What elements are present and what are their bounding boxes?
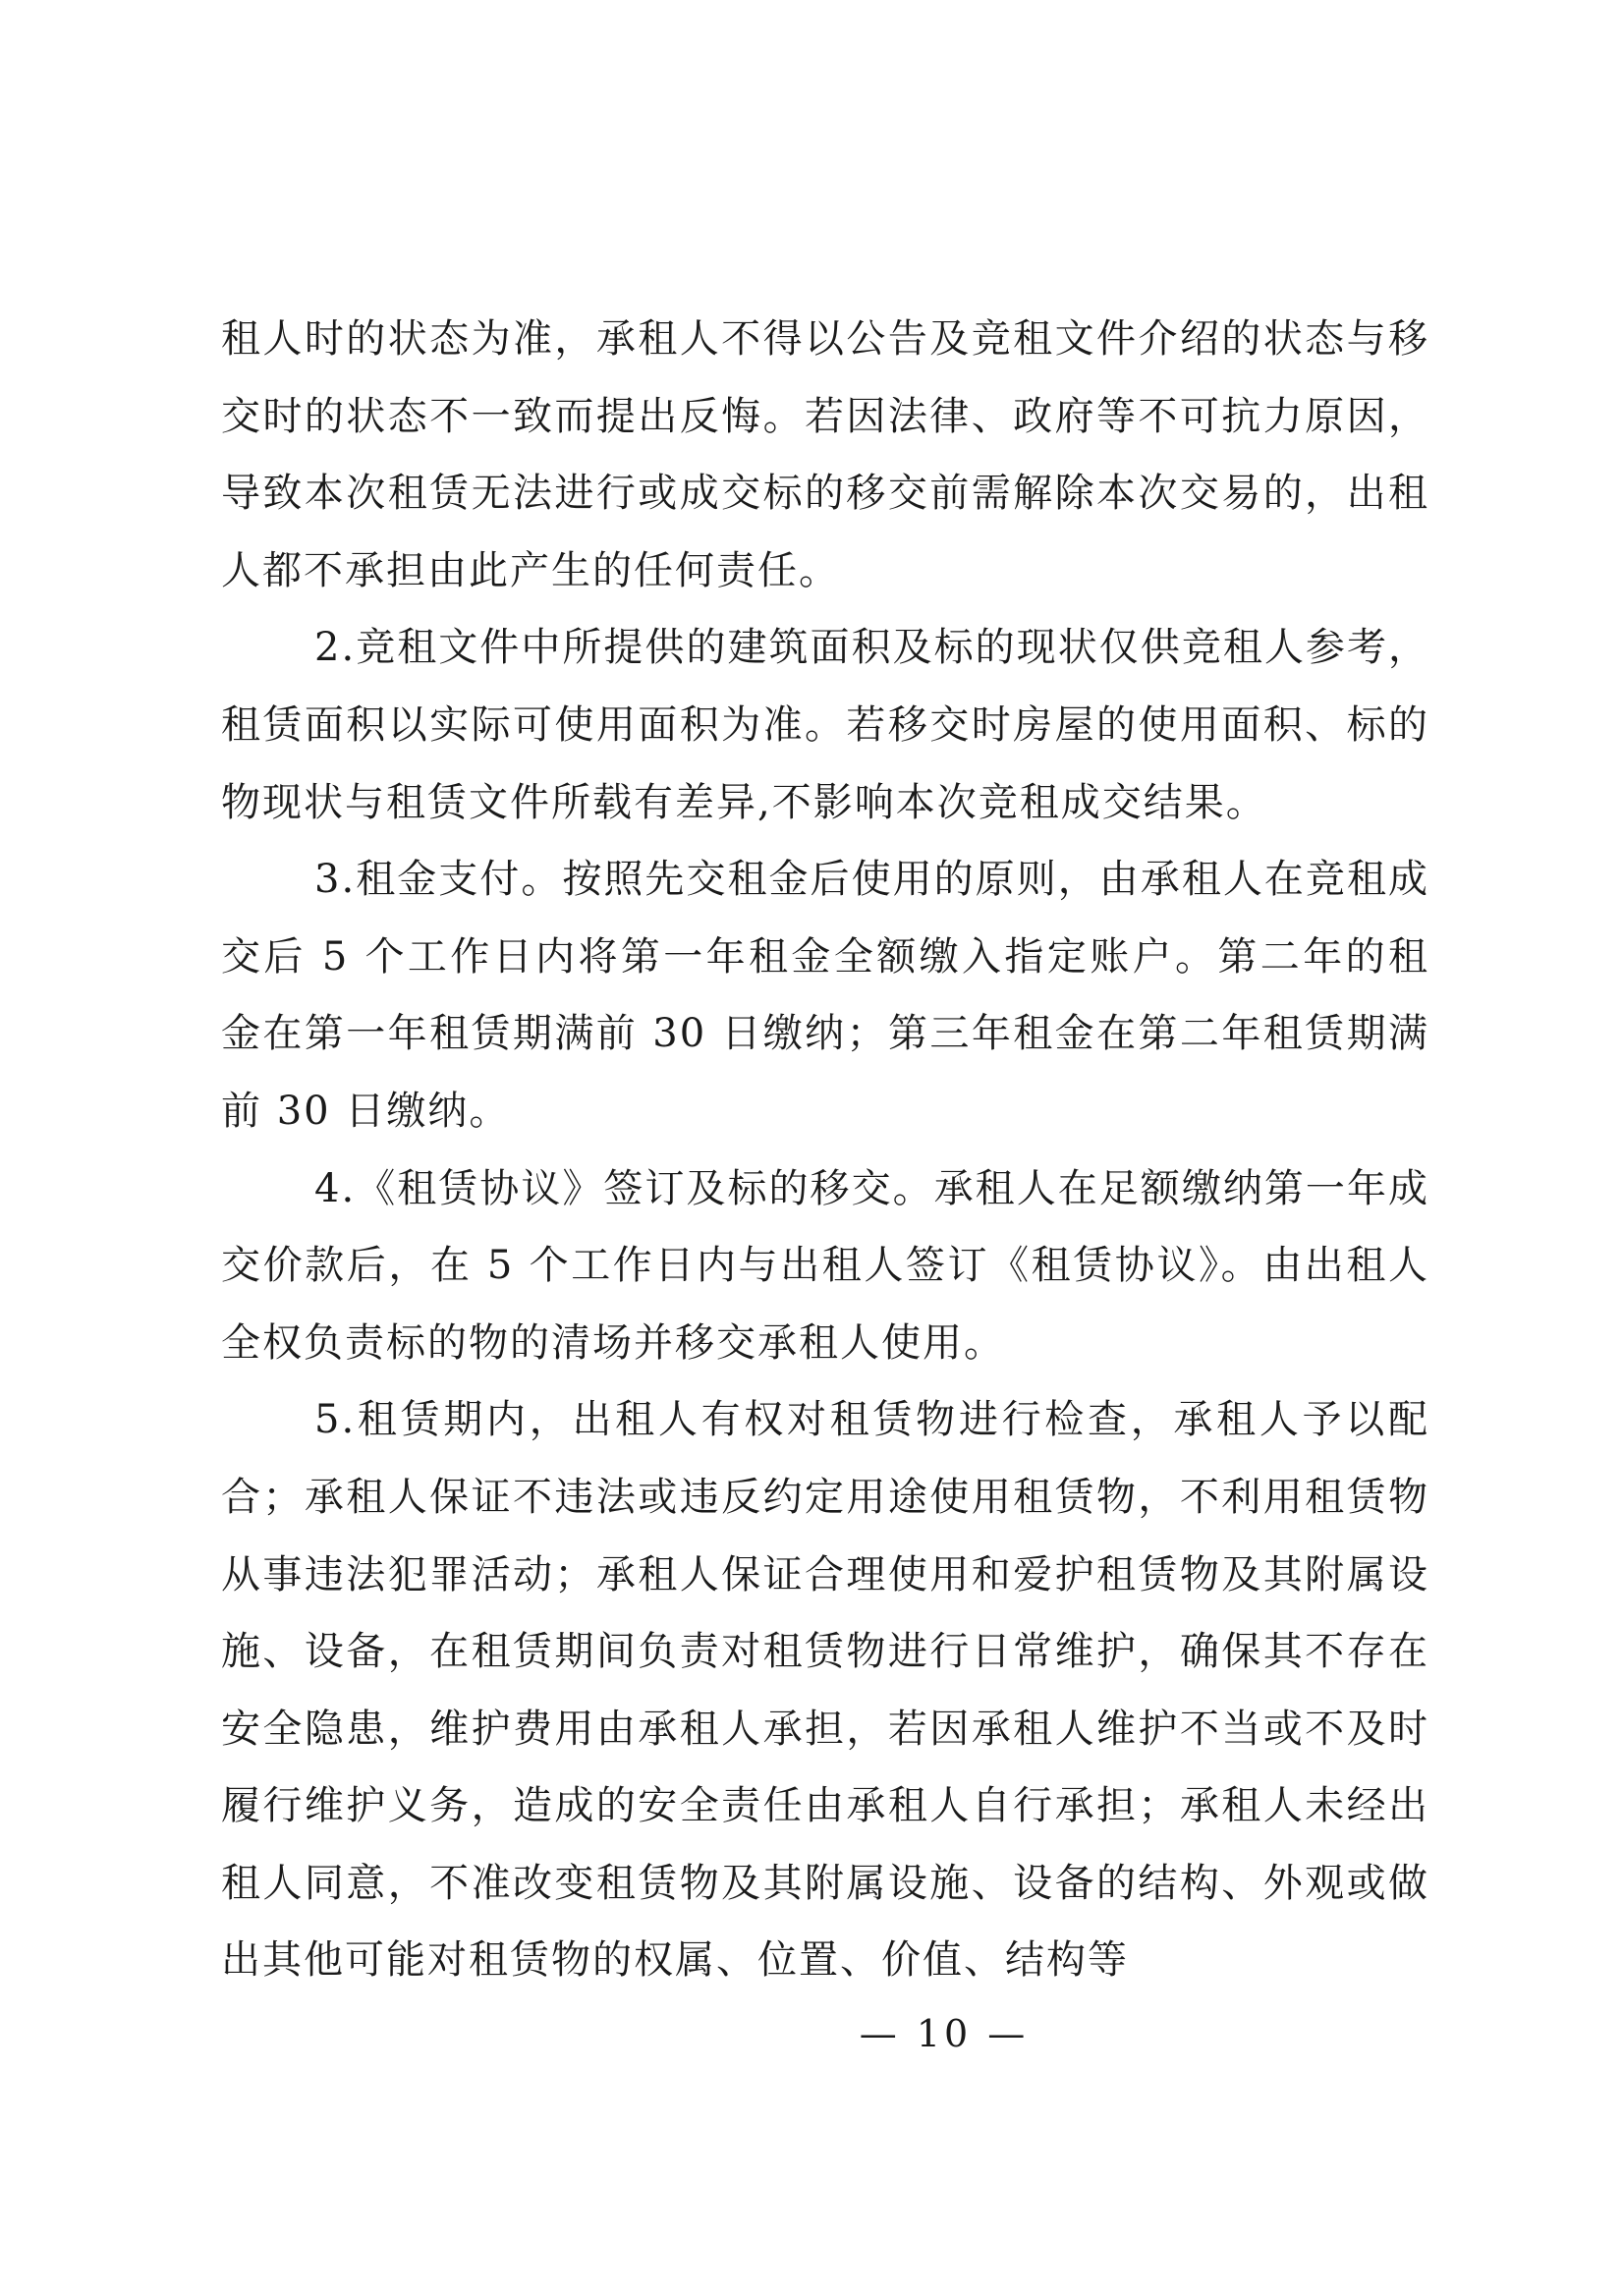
paragraph-item-5: 5.租赁期内，出租人有权对租赁物进行检查，承租人予以配合；承租人保证不违法或违反约定用途使用租赁物，不利用租赁物从事违法犯罪活动；承租人保证合理使用和爱护租赁物及其附属设施、设备，在租赁期间负责对租赁物进行日常维护，确保其不存在安全隐患，维护费用由承租人承担，若因承租人维护不当或不及时履行维护义务，造成的安全责任由承租人自行承担；承租人未经出租人同意，不准改变租赁物及其附属设施、设备的结构、外观或做出其他可能对租赁物的权属、位置、价值、结构等 bbox=[221, 1397, 1429, 1984]
body-text bbox=[221, 301, 1429, 1999]
paragraph-item-4: 4.《租赁协议》签订及标的移交。承租人在足额缴纳第一年成交价款后，在 5 个工作日内与出租人签订《租赁协议》。由出租人全权负责标的物的清场并移交承租人使用。 bbox=[221, 1165, 1429, 1366]
paragraph-item-2: 2.竞租文件中所提供的建筑面积及标的现状仅供竞租人参考，租赁面积以实际可使用面积为准。若移交时房屋的使用面积、标的物现状与租赁文件所载有差异,不影响本次竞租成交结果。 bbox=[221, 625, 1429, 825]
paragraph-item-3: 3.租金支付。按照先交租金后使用的原则，由承租人在竞租成交后 5 个工作日内将第一年租金全额缴入指定账户。第二年的租金在第一年租赁期满前 30 日缴纳；第三年租金在第二年租赁期满前 30 日缴纳。 bbox=[221, 857, 1429, 1134]
paragraph-continuation: 租人时的状态为准，承租人不得以公告及竞租文件介绍的状态与移交时的状态不一致而提出反悔。若因法律、政府等不可抗力原因，导致本次租赁无法进行或成交标的移交前需解除本次交易的，出租人都不承担由此产生的任何责任。 bbox=[221, 316, 1429, 593]
page-number: — 10 — bbox=[859, 2012, 1030, 2055]
